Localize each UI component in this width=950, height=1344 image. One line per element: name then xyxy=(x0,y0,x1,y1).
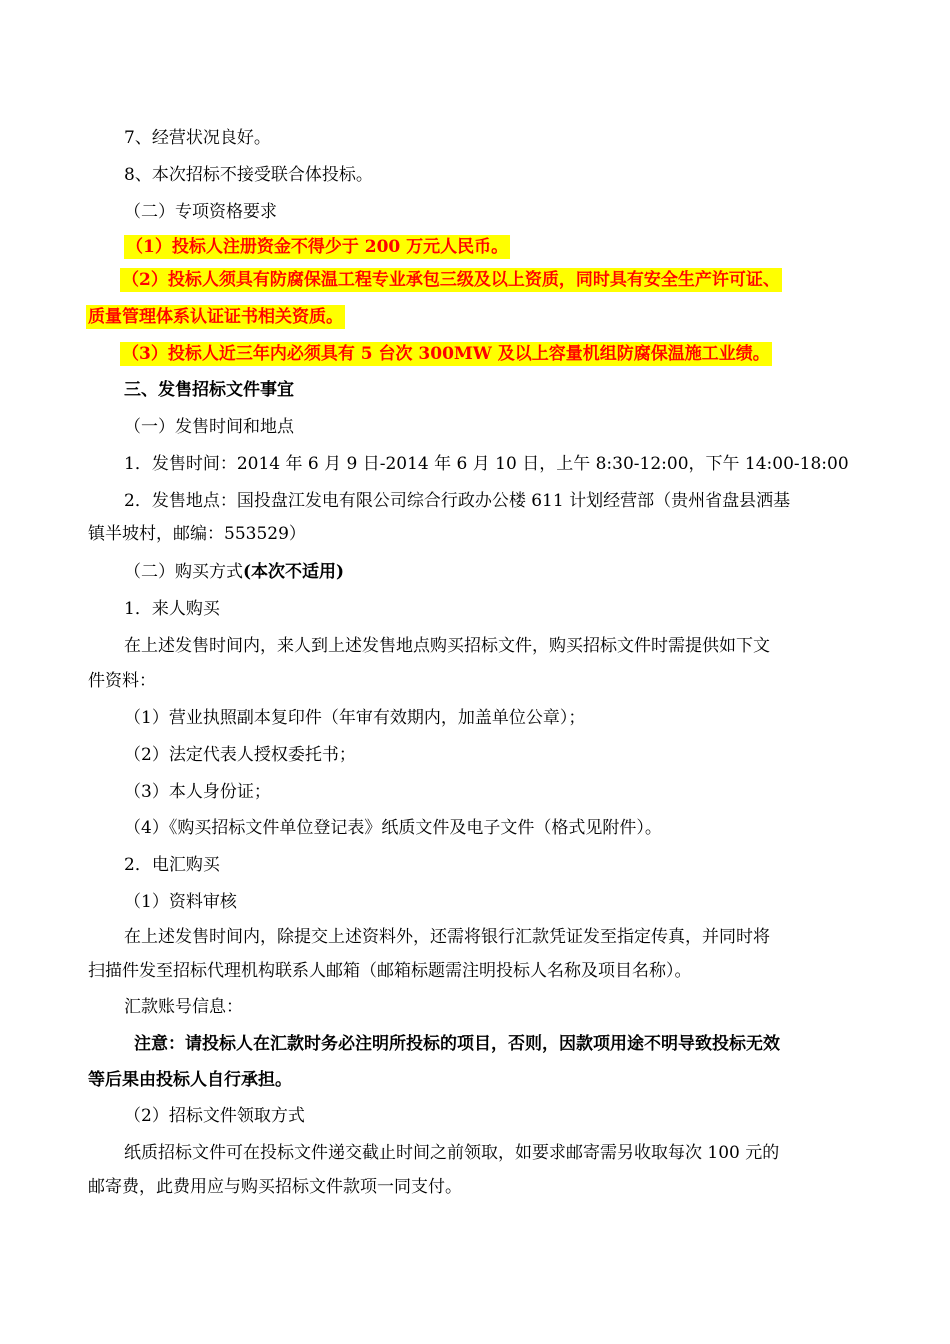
wire-purchase: 2．电汇购买 xyxy=(124,855,220,875)
requirement-1-text: （1）投标人注册资金不得少于 200 万元人民币。 xyxy=(126,237,509,257)
pickup-method: （2）招标文件领取方式 xyxy=(124,1106,305,1126)
section-special-qualification: （二）专项资格要求 xyxy=(124,202,277,222)
subsection-time-place: （一）发售时间和地点 xyxy=(124,417,294,437)
requirement-1 xyxy=(124,235,510,259)
pickup-desc-line-1: 纸质招标文件可在投标文件递交截止时间之前领取，如要求邮寄需另收取每次 100 元的 xyxy=(124,1143,780,1163)
requirement-2-text-2: 质量管理体系认证证书相关资质。 xyxy=(88,307,343,327)
in-person-desc-line-1: 在上述发售时间内，来人到上述发售地点购买招标文件，购买招标文件时需提供如下文 xyxy=(124,636,770,656)
doc-item-2: （2）法定代表人授权委托书； xyxy=(124,745,356,765)
requirement-3 xyxy=(120,342,772,366)
requirement-2-line-1 xyxy=(120,268,782,292)
not-applicable-note: (本次不适用) xyxy=(243,562,345,582)
sale-place-line-2: 镇半坡村，邮编：553529） xyxy=(88,524,306,544)
purchase-method-label: （二）购买方式 xyxy=(124,562,243,582)
sale-time: 1．发售时间：2014 年 6 月 9 日-2014 年 6 月 10 日，上午 8:30-12:00，下午 14:00-18:00 xyxy=(124,454,849,474)
item-8: 8、本次招标不接受联合体投标。 xyxy=(124,165,373,185)
purchase-method xyxy=(124,560,344,584)
requirement-3-text: （3）投标人近三年内必须具有 5 台次 300MW 及以上容量机组防腐保温施工业绩。 xyxy=(122,344,770,364)
requirement-2-text-1: （2）投标人须具有防腐保温工程专业承包三级及以上资质，同时具有安全生产许可证、 xyxy=(122,270,780,290)
document-review: （1）资料审核 xyxy=(124,892,237,912)
account-info-label: 汇款账号信息： xyxy=(124,997,243,1017)
pickup-desc-line-2: 邮寄费，此费用应与购买招标文件款项一同支付。 xyxy=(88,1177,462,1197)
notice-line-1: 注意：请投标人在汇款时务必注明所投标的项目，否则，因款项用途不明导致投标无效 xyxy=(134,1034,780,1054)
doc-item-3: （3）本人身份证； xyxy=(124,782,271,802)
doc-item-1: （1）营业执照副本复印件（年审有效期内，加盖单位公章）； xyxy=(124,708,586,728)
item-7: 7、经营状况良好。 xyxy=(124,128,271,148)
wire-desc-line-1: 在上述发售时间内，除提交上述资料外，还需将银行汇款凭证发至指定传真，并同时将 xyxy=(124,927,770,947)
in-person-purchase: 1．来人购买 xyxy=(124,599,220,619)
sale-place-line-1: 2．发售地点：国投盘江发电有限公司综合行政办公楼 611 计划经营部（贵州省盘县洒基 xyxy=(124,491,791,511)
notice-line-2: 等后果由投标人自行承担。 xyxy=(88,1070,292,1090)
in-person-desc-line-2: 件资料： xyxy=(88,671,156,691)
wire-desc-line-2: 扫描件发至招标代理机构联系人邮箱（邮箱标题需注明投标人名称及项目名称）。 xyxy=(88,961,692,981)
doc-item-4: （4）《购买招标文件单位登记表》纸质文件及电子文件（格式见附件）。 xyxy=(124,818,662,838)
requirement-2-line-2 xyxy=(86,305,345,329)
section-3-heading: 三、发售招标文件事宜 xyxy=(124,380,294,400)
